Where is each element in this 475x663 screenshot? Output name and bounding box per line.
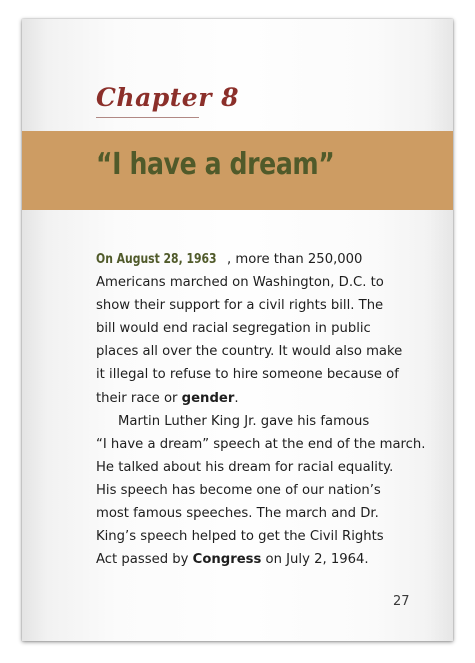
book-page <box>22 19 453 641</box>
text-line <box>96 410 416 433</box>
chapter-title-band <box>22 131 453 210</box>
text-line: “I have a dream” speech at the end of the march. <box>96 436 426 452</box>
text-line: places all over the country. It would also make <box>96 344 403 360</box>
chapter-label: Chapter 8 <box>96 83 239 112</box>
text-line: Americans marched on Washington, D.C. to <box>96 275 384 291</box>
text-line: show their support for a civil rights bill. The <box>96 298 384 314</box>
text-line <box>96 387 416 410</box>
body-text <box>96 248 426 571</box>
text-segment: , more than 250,000 <box>227 252 363 267</box>
text-line: He talked about his dream for racial equality. <box>96 459 394 475</box>
chapter-underline <box>96 117 199 118</box>
text-segment: . <box>234 390 239 406</box>
text-segment: on July 2, 1964. <box>261 552 369 568</box>
lead-phrase: On August 28, 1963 <box>96 252 217 267</box>
text-line: most famous speeches. The march and Dr. <box>96 506 379 522</box>
text-line: His speech has become one of our nation’s <box>96 482 381 498</box>
text-segment: Martin Luther King Jr. gave his famous <box>118 413 370 429</box>
glossary-word-gender: gender <box>181 390 235 406</box>
text-line <box>96 248 416 271</box>
text-segment: Act passed by <box>96 552 193 568</box>
glossary-word-congress: Congress <box>192 552 262 568</box>
text-segment: their race or <box>96 390 182 406</box>
text-line <box>96 548 416 571</box>
chapter-title: “I have a dream” <box>96 147 335 182</box>
page-number: 27 <box>393 594 410 609</box>
text-line: bill would end racial segregation in public <box>96 321 371 337</box>
text-line: it illegal to refuse to hire someone because of <box>96 367 399 383</box>
text-line: King’s speech helped to get the Civil Rights <box>96 529 384 545</box>
